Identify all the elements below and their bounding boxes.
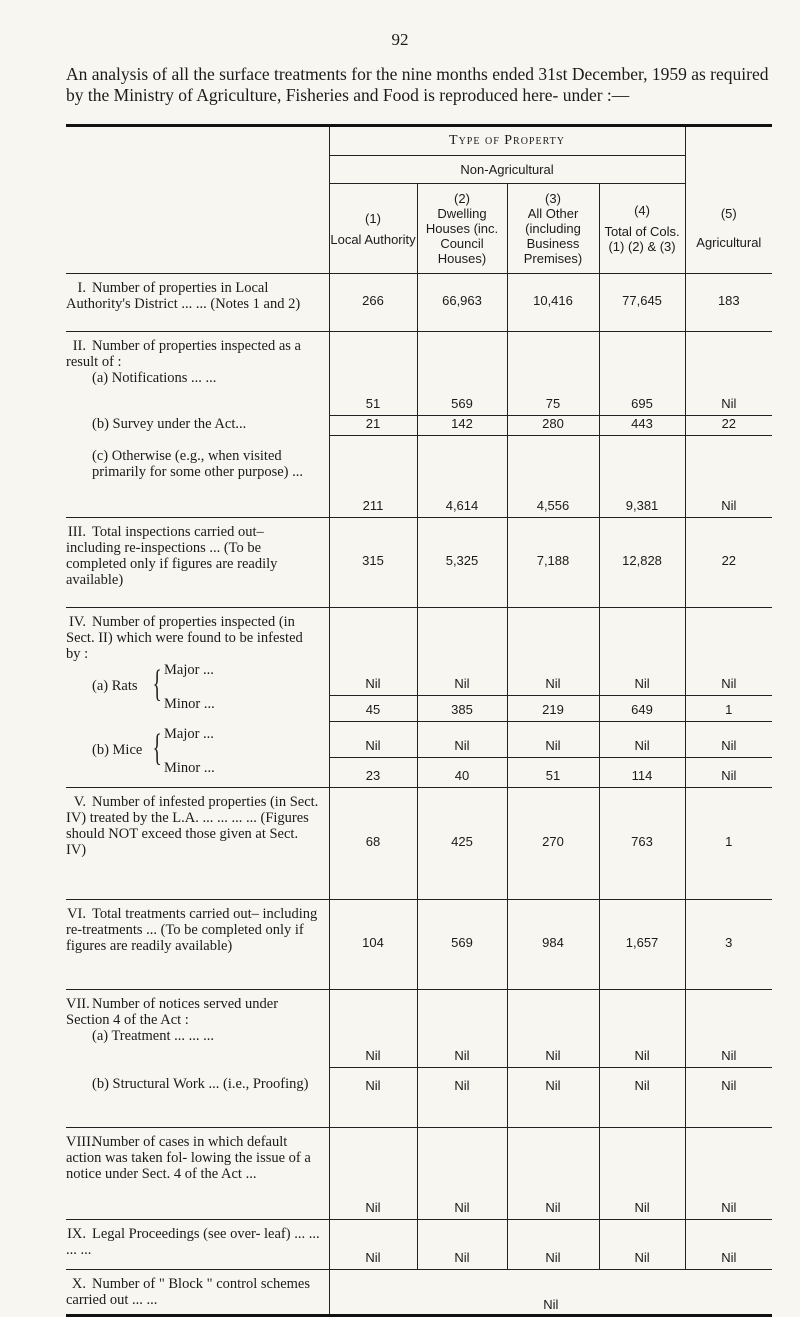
cell: Nil — [507, 990, 599, 1068]
cell: Nil — [329, 1220, 417, 1270]
cell: 7,188 — [507, 518, 599, 608]
page-number: 92 — [391, 30, 409, 49]
cell: 4,614 — [417, 436, 507, 518]
cell: 12,828 — [599, 518, 685, 608]
cell: Nil — [417, 990, 507, 1068]
header-col2: (2) Dwelling Houses (inc. Council Houses) — [417, 184, 507, 274]
table-row — [66, 1220, 772, 1270]
cell: 1,657 — [599, 900, 685, 990]
cell: 75 — [507, 332, 599, 416]
cell: 142 — [417, 416, 507, 436]
row-label: Number of properties inspected (in Sect. II) which were found to be infested by : — [66, 614, 303, 662]
cell: Nil — [417, 1068, 507, 1128]
cell: Nil — [599, 722, 685, 758]
row-numeral: VIII. — [66, 1134, 95, 1150]
table-row — [66, 1068, 772, 1128]
cell: 266 — [329, 274, 417, 332]
cell: 51 — [329, 332, 417, 416]
row-numeral: III. — [67, 524, 86, 540]
cell: 443 — [599, 416, 685, 436]
cell: Nil — [685, 722, 772, 758]
table-row: (b) Mice { Major ... Minor ... 23 40 51 114 Nil — [66, 758, 772, 788]
cell: Nil — [599, 1068, 685, 1128]
table-row — [66, 436, 772, 518]
cell: 763 — [599, 788, 685, 900]
row-numeral: V. — [73, 794, 86, 810]
cell: 219 — [507, 696, 599, 722]
header-type-of-property: Type of Property — [329, 126, 685, 156]
cell: Nil — [329, 608, 417, 696]
row-label: Number of infested properties (in Sect. IV) treated by the L.A. ... ... ... ... (Figures should NOT exceed those given at Sect. IV) — [66, 794, 319, 858]
cell: 569 — [417, 900, 507, 990]
row-numeral: IV. — [68, 614, 86, 630]
cell: Nil — [685, 758, 772, 788]
cell: 77,645 — [599, 274, 685, 332]
cell: Nil — [417, 608, 507, 696]
cell: 569 — [417, 332, 507, 416]
cell: Nil — [507, 1220, 599, 1270]
cell: 68 — [329, 788, 417, 900]
cell: Nil — [417, 1220, 507, 1270]
cell: 183 — [685, 274, 772, 332]
row-label: Number of notices served under Section 4 of the Act : — [66, 996, 279, 1028]
cell: Nil — [685, 1128, 772, 1220]
row-numeral: VII. — [66, 996, 90, 1012]
cell: Nil — [507, 1128, 599, 1220]
brace-icon: { — [152, 726, 162, 769]
row-numeral: I. — [77, 280, 86, 296]
table-row — [66, 1270, 772, 1316]
cell: 695 — [599, 332, 685, 416]
cell: 51 — [507, 758, 599, 788]
row-sublabel: (b) Structural Work ... (i.e., Proofing) — [92, 1075, 309, 1092]
cell: Nil — [417, 1128, 507, 1220]
intro-paragraph: An analysis of all the surface treatments for the nine months ended 31st December, 1959 as required by the Ministry of Agriculture, Fisheries and Food is reproduced here- under :— — [66, 64, 769, 105]
row-label: Total treatments carried out– including re-treatments ... (To be completed only if figures are readily available) — [66, 906, 318, 954]
cell: 22 — [685, 518, 772, 608]
header-col1: (1) Local Authority — [329, 184, 417, 274]
row-sublabel: (a) Notifications ... ... — [92, 370, 217, 386]
cell: Nil — [599, 608, 685, 696]
cell: Nil — [685, 608, 772, 696]
table-row — [66, 332, 772, 416]
cell: Nil — [417, 722, 507, 758]
table-row: (a) Rats { Major ... Minor ... 45 385 219 649 1 — [66, 696, 772, 722]
cell: 114 — [599, 758, 685, 788]
cell: 40 — [417, 758, 507, 788]
header-non-agricultural: Non-Agricultural — [329, 156, 685, 184]
row-sublabel: (c) Otherwise (e.g., when visited primarily for some other purpose) ... — [92, 447, 304, 480]
cell: 280 — [507, 416, 599, 436]
row-numeral: IX. — [67, 1226, 86, 1242]
table-row — [66, 518, 772, 608]
cell: Nil — [685, 1068, 772, 1128]
cell: 104 — [329, 900, 417, 990]
cell: 4,556 — [507, 436, 599, 518]
row-sublabel: (a) Treatment ... ... ... — [92, 1028, 215, 1044]
cell: Nil — [599, 990, 685, 1068]
cell: Nil — [685, 1220, 772, 1270]
row-label: Number of " Block " control schemes carried out ... ... — [66, 1276, 311, 1308]
cell: Nil — [685, 990, 772, 1068]
cell: 385 — [417, 696, 507, 722]
cell: Nil — [599, 1220, 685, 1270]
cell: 315 — [329, 518, 417, 608]
cell: 22 — [685, 416, 772, 436]
row-label: Total inspections carried out– including re-inspections ... (To be completed only if figures are readily available) — [66, 524, 278, 588]
row-label: Number of properties inspected as a result of : — [66, 338, 301, 370]
cell: Nil — [507, 608, 599, 696]
cell: 9,381 — [599, 436, 685, 518]
cell: 1 — [685, 696, 772, 722]
cell: 984 — [507, 900, 599, 990]
cell: 21 — [329, 416, 417, 436]
cell: Nil — [507, 1068, 599, 1128]
table-row — [66, 990, 772, 1068]
table-row — [66, 1128, 772, 1220]
cell: 10,416 — [507, 274, 599, 332]
cell: 270 — [507, 788, 599, 900]
cell: Nil — [329, 1128, 417, 1220]
cell: Nil — [599, 1128, 685, 1220]
cell: 425 — [417, 788, 507, 900]
brace-icon: { — [152, 662, 162, 705]
cell: 23 — [329, 758, 417, 788]
header-col4: (4) Total of Cols. (1) (2) & (3) — [599, 184, 685, 274]
cell: 45 — [329, 696, 417, 722]
row-label: Number of properties in Local Authority's District ... ... (Notes 1 and 2) — [66, 280, 301, 312]
cell: Nil — [329, 1270, 772, 1316]
cell: Nil — [329, 722, 417, 758]
cell: 3 — [685, 900, 772, 990]
row-label: Legal Proceedings (see over- leaf) ... ... ... ... — [66, 1226, 320, 1258]
table-row — [66, 900, 772, 990]
cell: Nil — [685, 436, 772, 518]
cell: Nil — [329, 1068, 417, 1128]
property-treatment-table — [66, 124, 772, 1317]
row-numeral: VI. — [67, 906, 86, 922]
row-sublabel: (b) Survey under the Act... — [92, 415, 247, 432]
table-row — [66, 788, 772, 900]
table-row — [66, 274, 772, 332]
cell: Nil — [507, 722, 599, 758]
header-col5: (5) Agricultural — [685, 184, 772, 274]
header-col3: (3) All Other (including Business Premises) — [507, 184, 599, 274]
table-row — [66, 608, 772, 696]
table-row — [66, 416, 772, 436]
cell: 66,963 — [417, 274, 507, 332]
cell: Nil — [685, 332, 772, 416]
row-numeral: X. — [71, 1276, 86, 1292]
cell: 1 — [685, 788, 772, 900]
row-numeral: II. — [72, 338, 86, 354]
row-label: Number of cases in which default action was taken fol- lowing the issue of a notice under Sect. 4 of the Act ... — [66, 1134, 311, 1182]
cell: Nil — [329, 990, 417, 1068]
cell: 211 — [329, 436, 417, 518]
cell: 649 — [599, 696, 685, 722]
cell: 5,325 — [417, 518, 507, 608]
